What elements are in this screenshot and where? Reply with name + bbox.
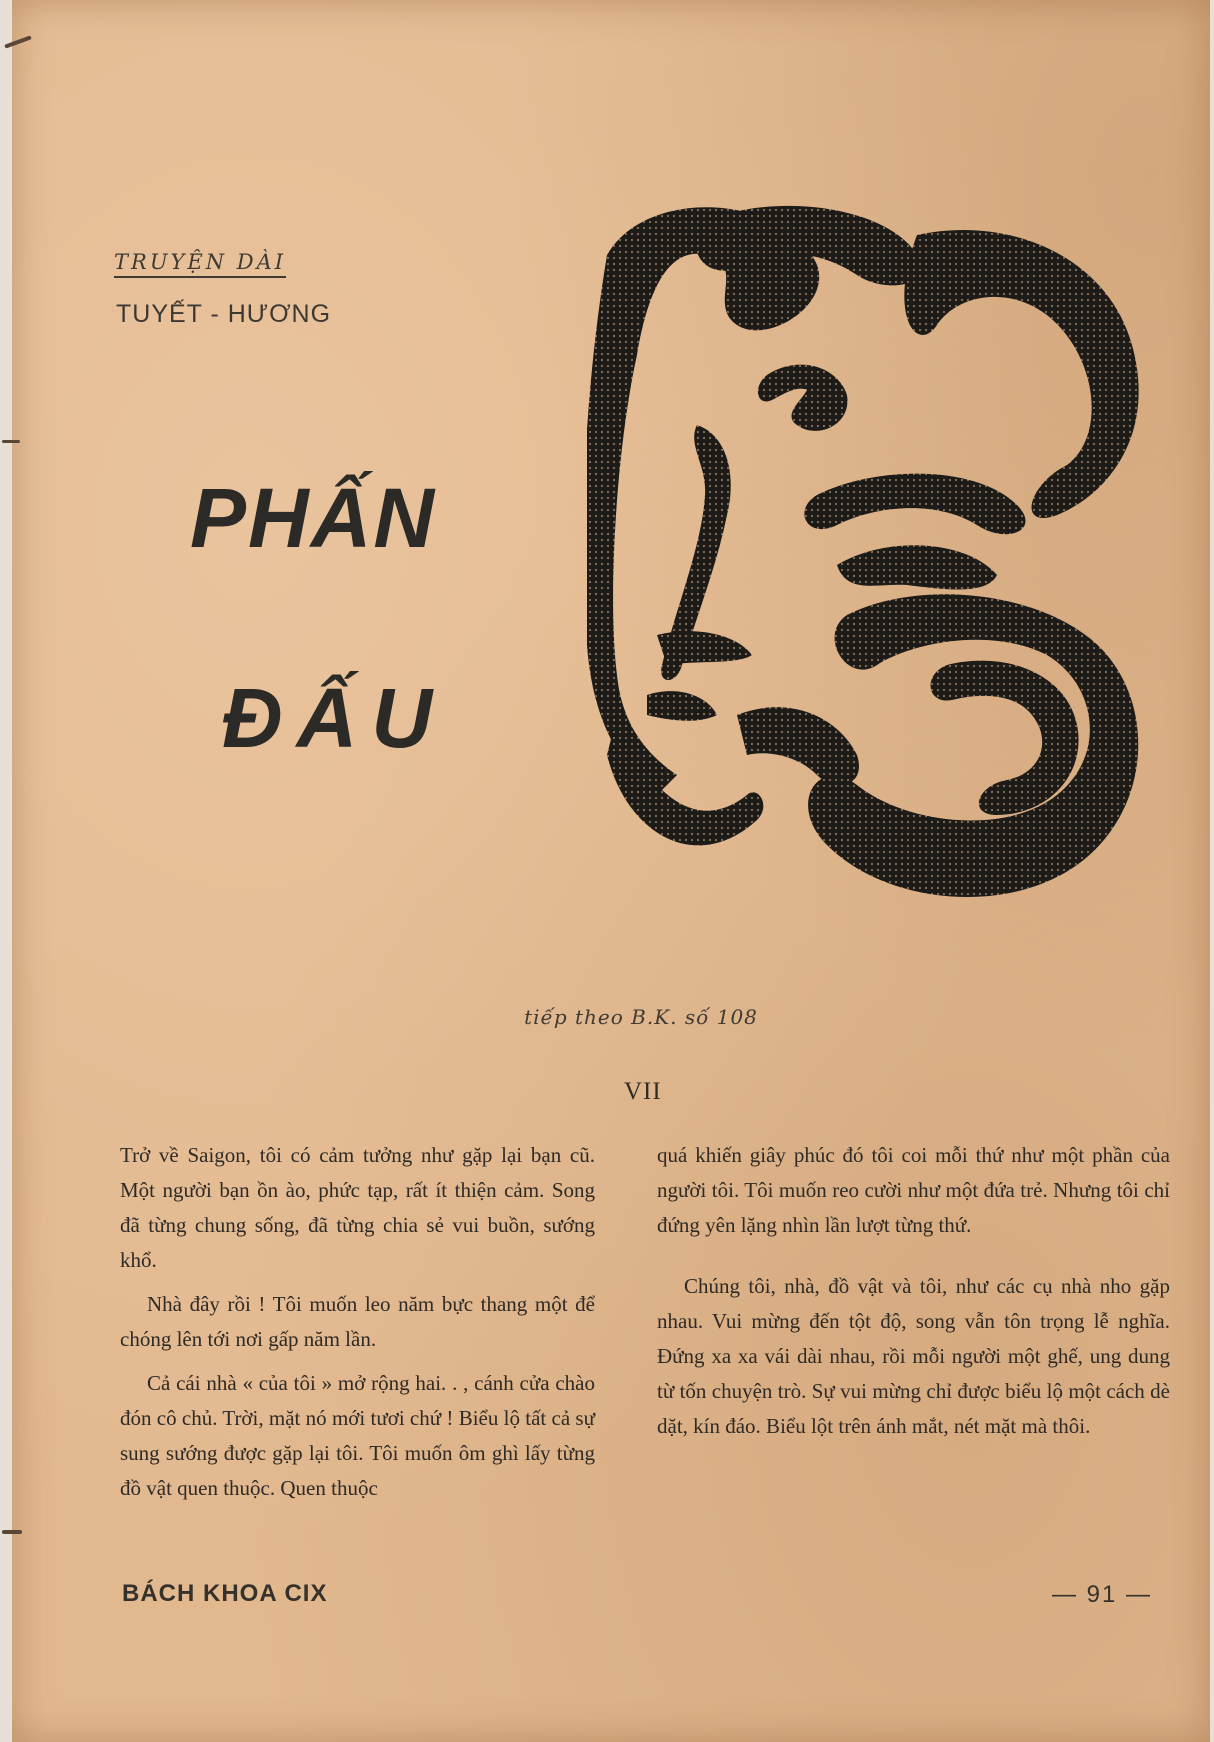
magazine-page bbox=[12, 0, 1210, 1742]
paragraph: Cả cái nhà « của tôi » mở rộng hai. . , cánh cửa chào đón cô chủ. Trời, mặt nó mới tươi chứ ! Biểu lộ tất cả sự sung sướng được gặp lại tôi. Tôi muốn ôm ghì lấy từng đồ vật quen thuộc. Quen thuộc bbox=[120, 1371, 595, 1500]
paragraph: quá khiến giây phúc đó tôi coi mỗi thứ như một phần của người tôi. Tôi muốn reo cười như một đứa trẻ. Nhưng tôi chỉ đứng yên lặng nhìn lần lượt từng thứ. bbox=[657, 1143, 1170, 1237]
ink-strokes bbox=[587, 206, 1139, 897]
face-illustration bbox=[587, 195, 1162, 955]
paper-tear-mark bbox=[2, 440, 20, 443]
story-title-line-2: ĐẤU bbox=[222, 671, 446, 765]
story-title-line-1: PHẤN bbox=[190, 471, 437, 565]
paragraph: Trở về Saigon, tôi có cảm tưởng như gặp lại bạn cũ. Một người bạn ồn ào, phức tạp, rất ít thiện cảm. Song đã từng chung sống, đã từng chia sẻ vui buồn, sướng khổ. bbox=[120, 1143, 595, 1272]
body-column-left bbox=[120, 1138, 595, 1515]
continued-from-note: tiếp theo B.K. số 108 bbox=[524, 1005, 758, 1029]
page-number: — 91 — bbox=[1052, 1581, 1153, 1608]
chapter-number: VII bbox=[624, 1078, 662, 1105]
story-kicker: TRUYỆN DÀI bbox=[114, 250, 286, 278]
paragraph: Chúng tôi, nhà, đồ vật và tôi, như các cụ nhà nho gặp nhau. Vui mừng đến tột độ, song vẫn tôn trọng lễ nghĩa. Đứng xa xa vái dài nhau, rồi mỗi người một ghế, ung dung từ tốn chuyện trò. Sự vui mừng chỉ được biểu lộ một cách dè dặt, kín đáo. Biểu lột trên ánh mắt, nét mặt mà thôi. bbox=[657, 1274, 1170, 1438]
author-name: TUYẾT - HƯƠNG bbox=[116, 300, 332, 328]
body-column-right bbox=[657, 1138, 1170, 1453]
magazine-issue: BÁCH KHOA CIX bbox=[122, 1580, 328, 1607]
paragraph: Nhà đây rồi ! Tôi muốn leo năm bực thang một để chóng lên tới nơi gấp năm lần. bbox=[120, 1292, 595, 1351]
paper-tear-mark bbox=[2, 1530, 22, 1534]
